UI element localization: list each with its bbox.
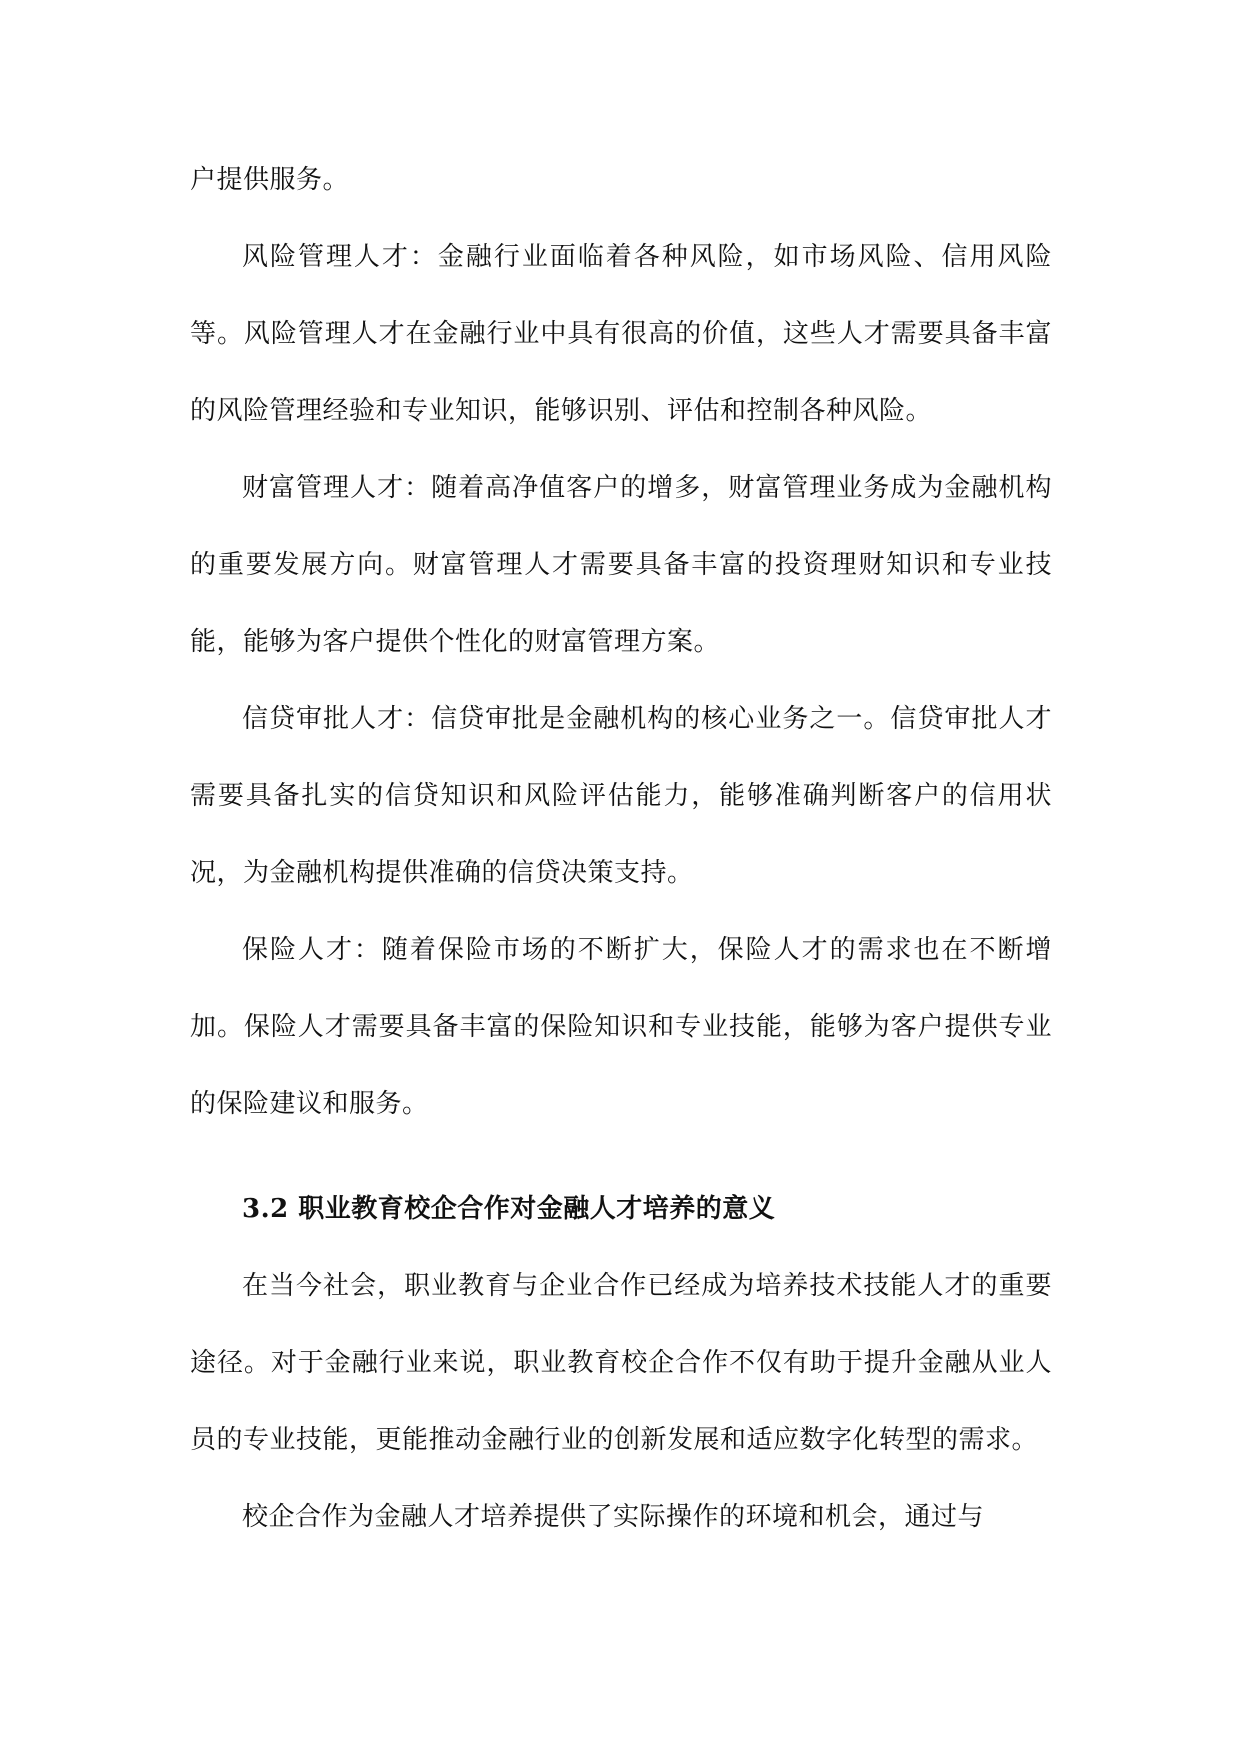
paragraph-wealth-management-talent: 财富管理人才：随着高净值客户的增多，财富管理业务成为金融机构的重要发展方向。财富管理人才需要具备丰富的投资理财知识和专业技能，能够为客户提供个性化的财富管理方案。 — [190, 473, 1052, 657]
paragraph-credit-approval-talent: 信贷审批人才：信贷审批是金融机构的核心业务之一。信贷审批人才需要具备扎实的信贷知识和风险评估能力，能够准确判断客户的信用状况，为金融机构提供准确的信贷决策支持。 — [190, 704, 1052, 888]
section-heading-3-2: 3.2 职业教育校企合作对金融人才培养的意义 — [242, 1194, 776, 1224]
paragraph-vocational-cooperation: 在当今社会，职业教育与企业合作已经成为培养技术技能人才的重要途径。对于金融行业来说，职业教育校企合作不仅有助于提升金融从业人员的专业技能，更能推动金融行业的创新发展和适应数字化转型的需求。 — [190, 1271, 1052, 1455]
paragraph-insurance-talent: 保险人才：随着保险市场的不断扩大，保险人才的需求也在不断增加。保险人才需要具备丰富的保险知识和专业技能，能够为客户提供专业的保险建议和服务。 — [190, 935, 1052, 1119]
paragraph-continued: 户提供服务。 — [190, 165, 350, 195]
paragraph-risk-management-talent: 风险管理人才：金融行业面临着各种风险，如市场风险、信用风险等。风险管理人才在金融行业中具有很高的价值，这些人才需要具备丰富的风险管理经验和专业知识，能够识别、评估和控制各种风险。 — [190, 242, 1052, 426]
paragraph-school-enterprise-environment: 校企合作为金融人才培养提供了实际操作的环境和机会，通过与 — [242, 1502, 985, 1532]
document-body — [190, 142, 1052, 1556]
